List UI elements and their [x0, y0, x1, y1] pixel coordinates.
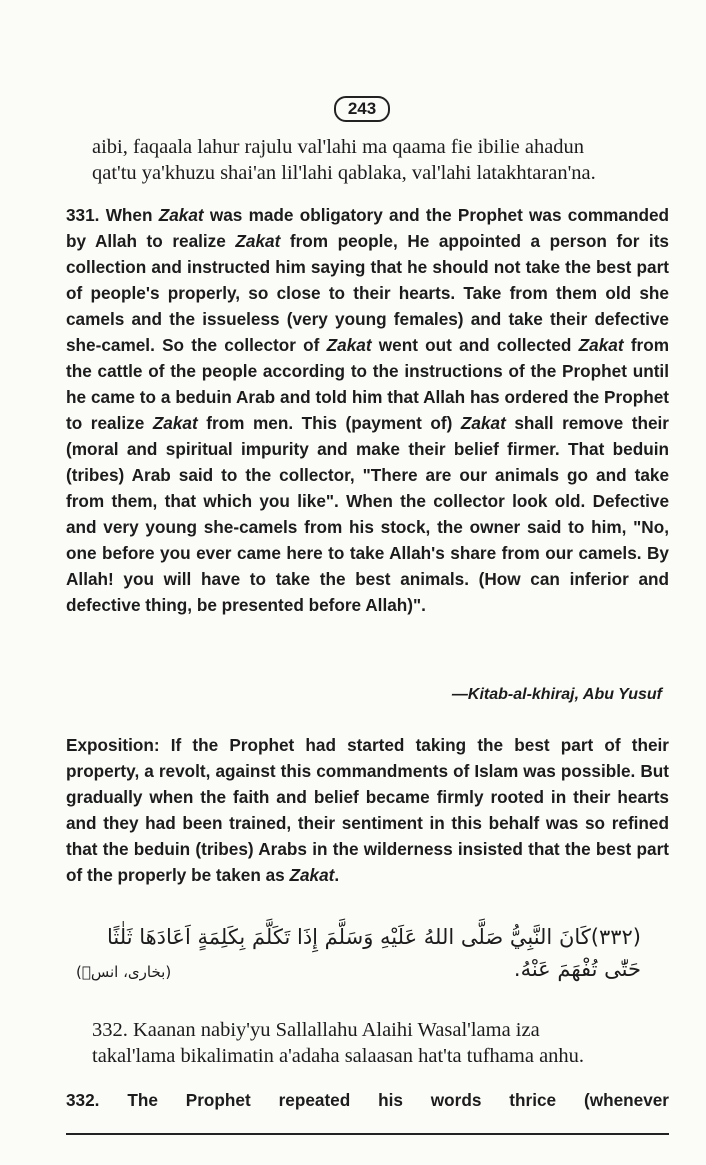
transliteration-line-1: aibi, faqaala lahur rajulu val'lahi ma qaama fie ibilie ahadun — [92, 136, 585, 158]
hadith-332-reference: (بخاری، انسؓ) — [76, 963, 172, 981]
source-attribution: —Kitab-al-khiraj, Abu Yusuf — [451, 686, 662, 703]
page-number: 243 — [334, 96, 390, 122]
hadith-332-arabic: (۳۳۲)كَانَ النَّبِيُّ صَلَّى اللهُ عَلَيْهِ وَسَلَّمَ إِذَا تَكَلَّمَ بِكَلِمَةٍ اَعَادَهَا ثَلٰثًا حَتّٰى تُفْهَمَ عَنْهُ. — [107, 925, 641, 981]
exposition-label: Exposition: — [66, 735, 160, 755]
hadith-332-transliteration-line-1: 332. Kaanan nabiy'yu Sallallahu Alaihi Wasal'lama iza — [92, 1019, 540, 1041]
hadith-332-translation: 332. The Prophet repeated his words thrice (whenever — [66, 1090, 669, 1110]
hadith-332-transliteration-line-2: takal'lama bikalimatin a'adaha salaasan hat'ta tufhama anhu. — [92, 1045, 585, 1067]
transliteration-line-2: qat'tu ya'khuzu shai'an lil'lahi qablaka, val'lahi latakhtaran'na. — [92, 162, 596, 184]
bottom-rule — [66, 1133, 669, 1135]
hadith-331-paragraph: 331. When Zakat was made obligatory and the Prophet was commanded by Allah to realize Zakat from people, He appointed a person for its collection and instructed him saying that he should not take the best part of people's properly, so close to their hearts. Take from them old she camels and the issueless (very young females) and take their defective she-camel. So the collector of Zakat went out and collected Zakat from the cattle of the people according to the instructions of the Prophet until he came to a beduin Arab and told him that Allah has ordered the Prophet to realize Zakat from men. This (payment of) Zakat shall remove their (moral and spiritual impurity and make their belief firmer. That beduin (tribes) Arab said to the collector, "There are our animals go and take from them, that which you like". When the collector look old. Defective and very young she-camels from his stock, the owner said to him, "No, one before you ever came here to take Allah's share from our camels. By Allah! you will have to take the best animals. (How can inferior and defective thing, be presented before Allah)". — [66, 205, 670, 615]
exposition-paragraph: Exposition: If the Prophet had started taking the best part of their property, a revolt, against this commandments of Islam was possible. But gradually when the faith and belief became firmly rooted in their hearts and they had been trained, their sentiment in this behalf was so refined that the beduin (tribes) Arabs in the wilderness insisted that the best part of the properly be taken as Zakat. — [66, 735, 669, 885]
